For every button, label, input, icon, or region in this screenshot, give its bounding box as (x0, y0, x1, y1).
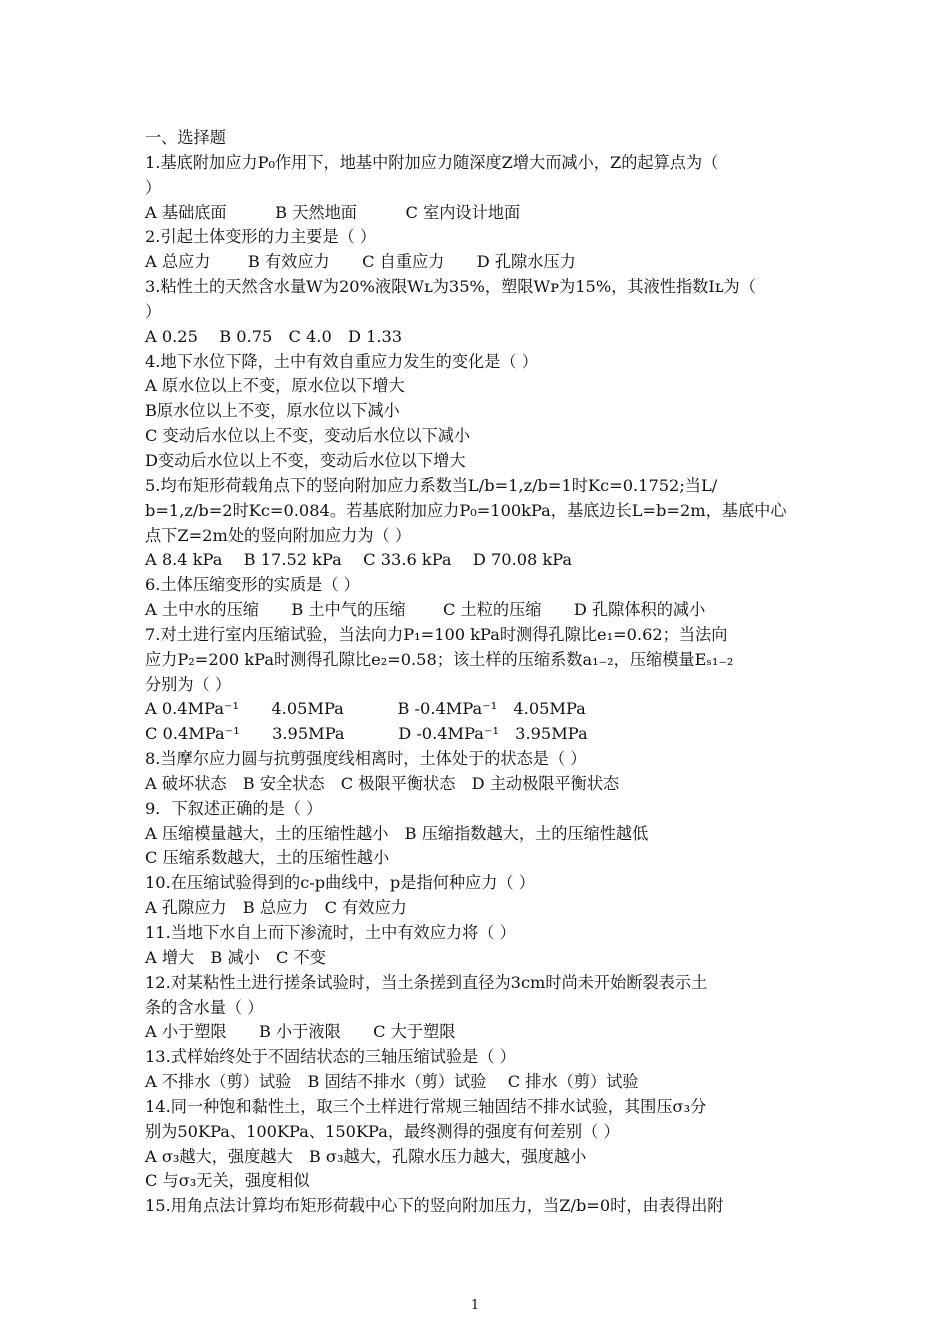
text-line: 2.引起土体变形的力主要是（ ） (145, 227, 377, 247)
text-line: 15.用角点法计算均布矩形荷载中心下的竖向附加压力，当Z/b=0时，由表得出附 (145, 1196, 724, 1216)
text-line: 8.当摩尔应力圆与抗剪强度线相离时，土体处于的状态是（ ） (145, 749, 587, 769)
page-number: 1 (470, 1298, 480, 1313)
text-line: A σ₃越大，强度越大 B σ₃越大，孔隙水压力越大，强度越小 (145, 1146, 587, 1166)
text-line: 11.当地下水自上而下渗流时，土中有效应力将（ ） (145, 923, 516, 942)
section-heading: 一、选择题 (145, 128, 226, 147)
text-line: 点下Z=2m处的竖向附加应力为（ ） (145, 525, 412, 545)
text-line: 1.基底附加应力P₀作用下，地基中附加应力随深度Z增大而减小，Z的起算点为（ (145, 152, 719, 172)
text-line: 3.粘性土的天然含水量W为20%液限Wʟ为35%，塑限Wᴘ为15%，其液性指数Iʟ为（ (145, 277, 756, 297)
text-line: A 土中水的压缩 B 土中气的压缩 C 土粒的压缩 D 孔隙体积的减小 (145, 600, 706, 620)
text-line: D变动后水位以上不变，变动后水位以下增大 (145, 450, 466, 470)
question-list (145, 126, 815, 1219)
text-line: ） (145, 301, 162, 321)
text-line: A 0.25 B 0.75 C 4.0 D 1.33 (145, 326, 403, 346)
text-line: 9．下叙述正确的是（ ） (145, 798, 323, 818)
text-line: 应力P₂=200 kPa时测得孔隙比e₂=0.58；该土样的压缩系数a₁₋₂，压缩模量Eₛ₁₋₂ (145, 649, 734, 669)
text-line: A 小于塑限 B 小于液限 C 大于塑限 (145, 1022, 456, 1042)
text-line: A 孔隙应力 B 总应力 C 有效应力 (145, 898, 407, 918)
text-line: 条的含水量（ ） (145, 997, 264, 1017)
text-line: 6.土体压缩变形的实质是（ ） (145, 575, 360, 595)
text-line: A 总应力 B 有效应力 C 自重应力 D 孔隙水压力 (145, 252, 576, 272)
text-line: 12.对某粘性土进行搓条试验时，当土条搓到直径为3cm时尚未开始断裂表示土 (145, 972, 708, 992)
text-line: A 8.4 kPa B 17.52 kPa C 33.6 kPa D 70.08 kPa (145, 550, 573, 570)
text-line: A 不排水（剪）试验 B 固结不排水（剪）试验 C 排水（剪）试验 (145, 1072, 639, 1092)
text-line: b=1,z/b=2时Kc=0.084。若基底附加应力P₀=100kPa，基底边长L=b=2m，基底中心 (145, 500, 787, 520)
text-line: A 破坏状态 B 安全状态 C 极限平衡状态 D 主动极限平衡状态 (145, 773, 620, 793)
text-line: A 基础底面 B 天然地面 C 室内设计地面 (145, 202, 521, 222)
text-line: C 0.4MPa⁻¹ 3.95MPa D -0.4MPa⁻¹ 3.95MPa (145, 724, 588, 744)
text-line: 5.均布矩形荷载角点下的竖向附加应力系数当L/b=1,z/b=1时Kc=0.1752;当L/ (145, 475, 718, 495)
text-line: C 与σ₃无关，强度相似 (145, 1171, 310, 1191)
text-line: A 压缩模量越大，土的压缩性越小 B 压缩指数越大，土的压缩性越低 (145, 823, 649, 843)
text-line: 分别为（ ） (145, 674, 232, 694)
text-line: A 增大 B 减小 C 不变 (145, 947, 326, 967)
text-line: A 原水位以上不变，原水位以下增大 (145, 376, 405, 396)
text-line: 7.对土进行室内压缩试验，当法向力P₁=100 kPa时测得孔隙比e₁=0.62；当法向 (145, 624, 728, 644)
text-line: 别为50KPa、100KPa、150KPa，最终测得的强度有何差别（ ） (145, 1121, 620, 1141)
text-line: 13.式样始终处于不固结状态的三轴压缩试验是（ ） (145, 1047, 516, 1067)
text-line: 10.在压缩试验得到的c-p曲线中，p是指何种应力（ ） (145, 873, 535, 893)
text-line: 4.地下水位下降，土中有效自重应力发生的变化是（ ） (145, 351, 538, 371)
text-line: 14.同一种饱和黏性土，取三个土样进行常规三轴固结不排水试验，其围压σ₃分 (145, 1096, 707, 1116)
text-line: A 0.4MPa⁻¹ 4.05MPa B -0.4MPa⁻¹ 4.05MPa (145, 699, 586, 719)
text-line: ） (145, 177, 162, 197)
text-line: C 变动后水位以上不变，变动后水位以下减小 (145, 426, 471, 446)
text-line: B原水位以上不变，原水位以下减小 (145, 401, 400, 421)
text-line: C 压缩系数越大，土的压缩性越小 (145, 848, 390, 868)
